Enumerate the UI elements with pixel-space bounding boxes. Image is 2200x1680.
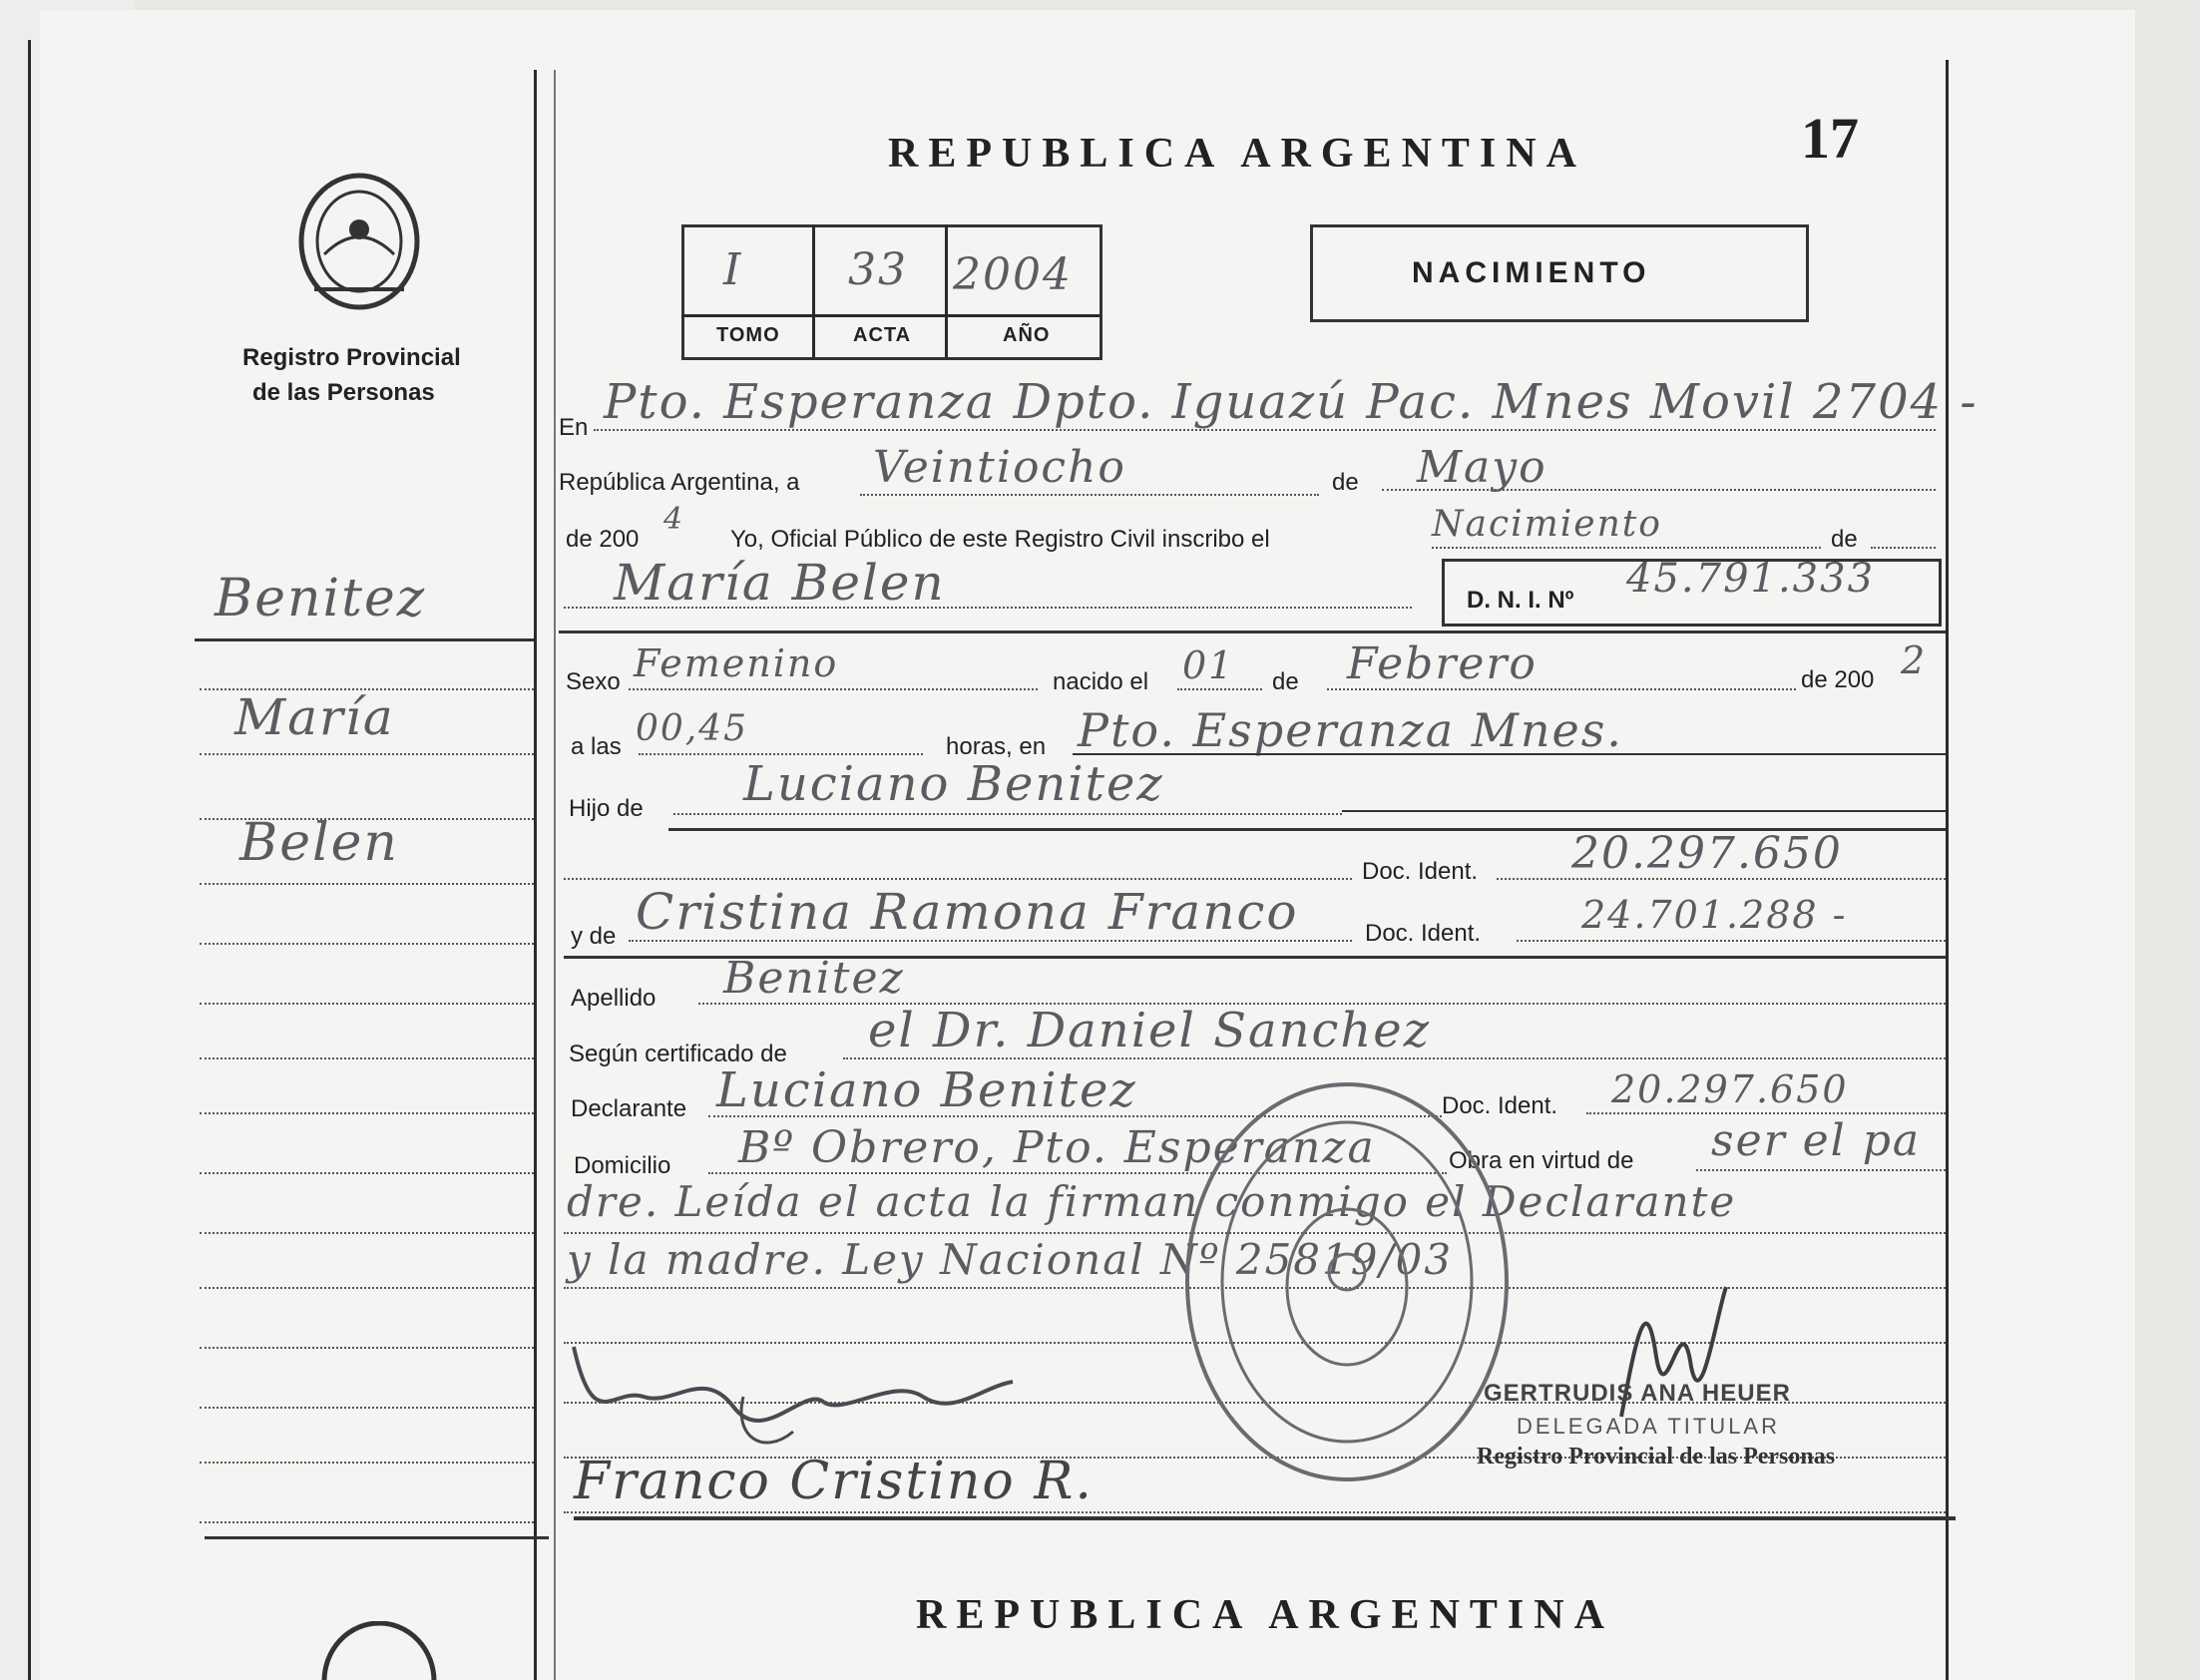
- margin-line: [200, 1347, 534, 1349]
- certificado-value: el Dr. Daniel Sanchez: [868, 1003, 1431, 1058]
- declarante-label: Declarante: [571, 1095, 687, 1122]
- doc-label-3: Doc. Ident.: [1442, 1092, 1558, 1119]
- right-page-rule: [1946, 60, 1949, 1680]
- born-month: Febrero: [1347, 638, 1538, 689]
- place-value: Pto. Esperanza Dpto. Iguazú Pac. Mnes Movil 2704 -: [604, 374, 1979, 430]
- page-number: 17: [1801, 106, 1859, 171]
- record-continuation-1: dre. Leída el acta la firman conmigo el Declarante: [567, 1177, 1737, 1226]
- de-label-3: de: [1272, 668, 1299, 695]
- fill-line: [1517, 940, 1946, 942]
- province-seal-icon: [284, 160, 434, 319]
- official-stamp-icon: [1177, 1072, 1517, 1491]
- margin-line: [200, 1232, 534, 1234]
- father-doc: 20.297.650: [1571, 828, 1843, 879]
- birth-place: Pto. Esperanza Mnes.: [1078, 703, 1623, 757]
- margin-line: [200, 818, 534, 820]
- tomo-label: TOMO: [716, 324, 780, 346]
- previous-page-rule: [28, 40, 31, 1680]
- y-de-label: y de: [571, 923, 617, 950]
- declarante-value: Luciano Benitez: [716, 1062, 1137, 1118]
- province-seal-icon-next: [314, 1621, 444, 1680]
- officer-org: Registro Provincial de las Personas: [1477, 1444, 1836, 1470]
- oficial-text: Yo, Oficial Público de este Registro Civil inscribo el: [730, 526, 1270, 553]
- fill-line: [629, 940, 1352, 942]
- ref-divider: [812, 224, 815, 357]
- dni-label: D. N. I. Nº: [1467, 587, 1574, 614]
- officer-role: DELEGADA TITULAR: [1517, 1414, 1780, 1439]
- fill-line: [843, 1057, 1946, 1059]
- margin-line: [200, 1172, 534, 1174]
- de-year-label: de 200: [566, 526, 640, 553]
- fill-line: [639, 753, 923, 755]
- time-value: 00,45: [636, 708, 749, 749]
- horas-label: horas, en: [946, 733, 1047, 760]
- de-year-label-2: de 200: [1801, 666, 1875, 693]
- day-value: Veintiocho: [873, 442, 1126, 493]
- fill-line: [1696, 1169, 1946, 1171]
- fill-line: [1342, 810, 1946, 812]
- section-rule: [559, 630, 1946, 633]
- year-digit: 4: [663, 502, 685, 537]
- record-continuation-2: y la madre. Ley Nacional Nº 25819/03: [567, 1235, 1454, 1284]
- fill-line: [673, 813, 1342, 815]
- left-column-rule-inner: [554, 70, 556, 1680]
- acta-value: 33: [848, 244, 908, 295]
- margin-line: [200, 883, 534, 885]
- page-title: REPUBLICA ARGENTINA: [888, 131, 1586, 177]
- fill-line: [1073, 753, 1946, 755]
- apellido-value: Benitez: [723, 953, 905, 1004]
- born-year-digit: 2: [1901, 638, 1928, 682]
- margin-line: [200, 1462, 534, 1464]
- republica-label: República Argentina, a: [559, 469, 800, 496]
- registry-name-line2: de las Personas: [252, 379, 435, 406]
- en-label: En: [559, 414, 589, 441]
- doc-label-2: Doc. Ident.: [1365, 920, 1482, 947]
- de-label-2: de: [1831, 526, 1858, 553]
- declarante-doc: 20.297.650: [1611, 1067, 1849, 1111]
- fill-line: [1871, 547, 1936, 549]
- margin-line: [200, 688, 534, 690]
- event-value: Nacimiento: [1432, 504, 1662, 545]
- ano-value: 2004: [953, 249, 1073, 300]
- fill-line: [564, 1511, 1946, 1513]
- a-las-label: a las: [571, 733, 622, 760]
- child-name: María Belen: [614, 554, 946, 612]
- fill-line: [1432, 547, 1821, 549]
- margin-given-name-1: María: [234, 688, 395, 746]
- fill-line: [1497, 878, 1946, 880]
- domicilio-value: Bº Obrero, Pto. Esperanza: [738, 1122, 1376, 1173]
- mother-doc: 24.701.288 -: [1581, 893, 1848, 937]
- margin-line: [200, 943, 534, 945]
- margin-rule: [195, 638, 534, 641]
- signature-2: Franco Cristino R.: [574, 1452, 1094, 1511]
- fill-line: [860, 494, 1319, 496]
- ano-label: AÑO: [1003, 324, 1051, 346]
- domicilio-label: Domicilio: [574, 1152, 671, 1179]
- margin-surname: Benitez: [215, 569, 427, 629]
- fill-line: [1177, 688, 1262, 690]
- sexo-label: Sexo: [566, 668, 621, 695]
- de-label: de: [1332, 469, 1359, 496]
- record-type: NACIMIENTO: [1412, 256, 1651, 289]
- officer-name: GERTRUDIS ANA HEUER: [1484, 1380, 1791, 1407]
- margin-line: [200, 1287, 534, 1289]
- tomo-value: I: [723, 244, 743, 295]
- month-value: Mayo: [1417, 442, 1547, 493]
- sexo-value: Femenino: [634, 641, 839, 685]
- footer-title: REPUBLICA ARGENTINA: [916, 1592, 1614, 1638]
- margin-end-rule: [205, 1536, 549, 1539]
- fill-line: [594, 429, 1936, 431]
- doc-label: Doc. Ident.: [1362, 858, 1479, 885]
- fill-line: [564, 878, 1352, 880]
- margin-given-name-2: Belen: [239, 813, 399, 873]
- apellido-label: Apellido: [571, 985, 657, 1012]
- fill-line: [1586, 1112, 1946, 1114]
- fill-line: [1327, 688, 1796, 690]
- fill-line: [564, 607, 1412, 609]
- obra-value: ser el pa: [1711, 1115, 1922, 1166]
- dni-value: 45.791.333: [1626, 556, 1876, 602]
- fill-line: [629, 688, 1038, 690]
- left-column-rule: [534, 70, 537, 1680]
- ref-divider: [945, 224, 948, 357]
- registry-name-line1: Registro Provincial: [242, 344, 461, 371]
- margin-line: [200, 1003, 534, 1005]
- margin-line: [200, 753, 534, 755]
- margin-line: [200, 1112, 534, 1114]
- acta-label: ACTA: [853, 324, 912, 346]
- margin-line: [200, 1057, 534, 1059]
- born-day: 01: [1182, 643, 1235, 687]
- father-name: Luciano Benitez: [743, 756, 1164, 812]
- mother-name: Cristina Ramona Franco: [636, 883, 1299, 941]
- ref-divider: [681, 314, 1100, 317]
- nacido-label: nacido el: [1053, 668, 1149, 695]
- record-end-rule: [574, 1516, 1956, 1520]
- hijo-label: Hijo de: [569, 795, 644, 822]
- margin-line: [200, 1407, 534, 1409]
- signature-1-icon: [564, 1327, 1063, 1457]
- segun-label: Según certificado de: [569, 1041, 787, 1067]
- obra-label: Obra en virtud de: [1449, 1147, 1634, 1174]
- fill-line: [1382, 489, 1936, 491]
- margin-line: [200, 1521, 534, 1523]
